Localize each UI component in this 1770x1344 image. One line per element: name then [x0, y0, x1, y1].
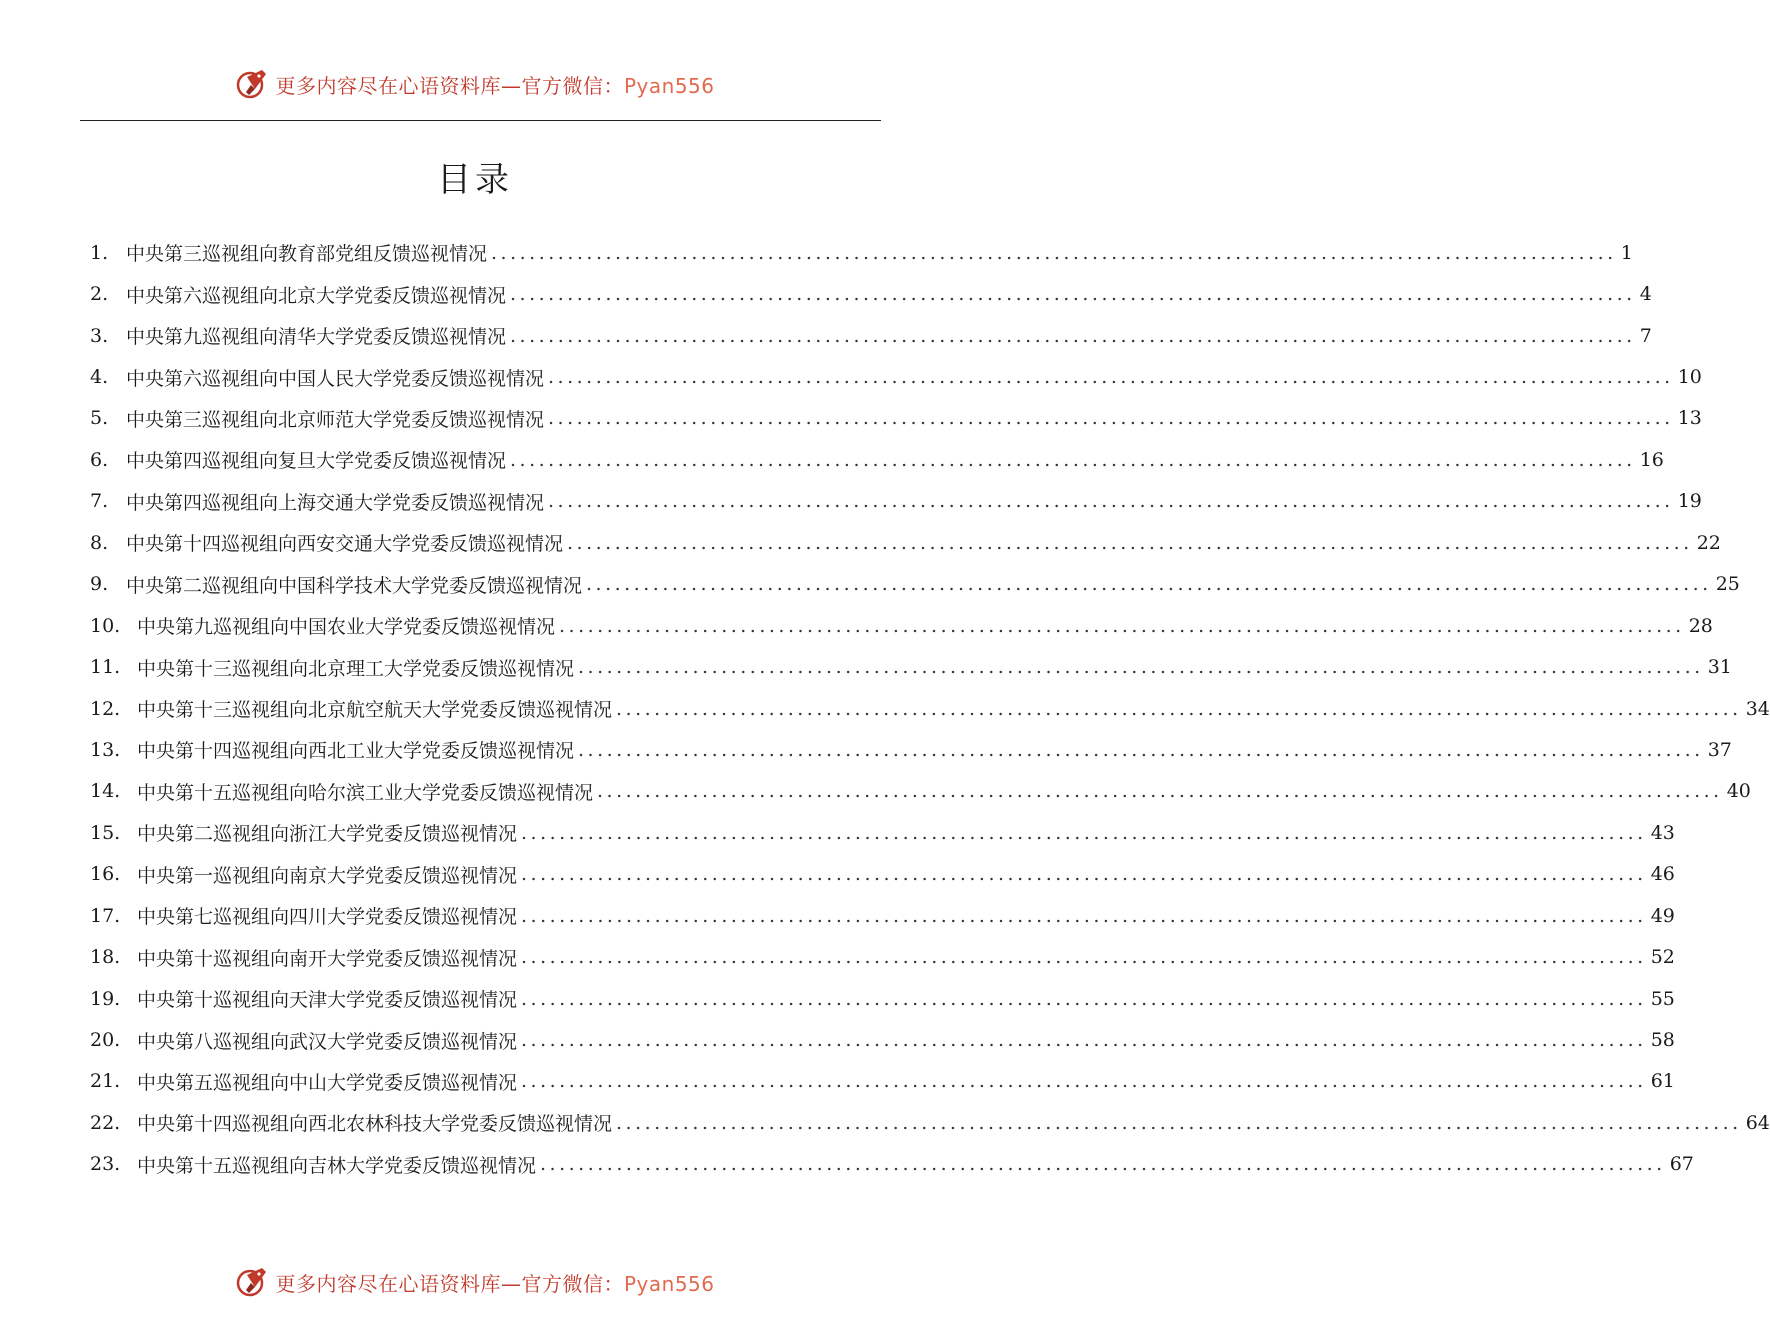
toc-entry[interactable]: [90, 605, 1713, 646]
toc-entry[interactable]: [90, 771, 1751, 812]
toc-entry-title: 中央第十四巡视组向西北工业大学党委反馈巡视情况: [137, 740, 575, 763]
toc-entry-page: 13: [1677, 407, 1702, 430]
toc-entry-page: 34: [1745, 697, 1770, 720]
toc-entry-title: 中央第二巡视组向中国科学技术大学党委反馈巡视情况: [126, 574, 583, 597]
toc-entry-title: 中央第九巡视组向清华大学党委反馈巡视情况: [126, 326, 507, 349]
toc-entry-title: 中央第八巡视组向武汉大学党委反馈巡视情况: [137, 1030, 518, 1053]
toc-entry-title: 中央第九巡视组向中国农业大学党委反馈巡视情况: [137, 616, 556, 639]
toc-entry[interactable]: [90, 481, 1702, 522]
toc-entry-number: 5.: [90, 407, 109, 430]
toc-entry-page: 40: [1726, 780, 1751, 803]
toc-entry-title: 中央第十巡视组向南开大学党委反馈巡视情况: [137, 947, 518, 970]
toc-entry-number: 19.: [90, 987, 121, 1010]
toc-entry-number: 6.: [90, 448, 109, 471]
toc-entry-page: 10: [1677, 366, 1702, 389]
toc-entry-title: 中央第十五巡视组向哈尔滨工业大学党委反馈巡视情况: [137, 781, 594, 804]
toc-entry-number: 16.: [90, 863, 121, 886]
toc-entry-page: 28: [1688, 614, 1713, 637]
toc-leader-dots: ......................................................................................................................: [616, 697, 1742, 720]
toc-entry-page: 67: [1669, 1153, 1694, 1176]
toc-entry-page: 4: [1639, 283, 1652, 306]
toc-leader-dots: ......................................................................................................................: [548, 366, 1674, 389]
toc-entry-page: 46: [1650, 863, 1675, 886]
footer-watermark: [0, 1262, 950, 1302]
toc-entry-page: 1: [1620, 241, 1633, 264]
toc-entry-number: 7.: [90, 490, 109, 513]
toc-leader-dots: ......................................................................................................................: [521, 987, 1647, 1010]
toc-entry-title: 中央第六巡视组向中国人民大学党委反馈巡视情况: [126, 367, 545, 390]
toc-leader-dots: ......................................................................................................................: [521, 821, 1647, 844]
pen-nib-logo-icon: [235, 1265, 269, 1299]
toc-entry-page: 55: [1650, 987, 1675, 1010]
toc-entry[interactable]: [90, 1144, 1694, 1185]
toc-entry[interactable]: [90, 895, 1675, 936]
page-title: 目录: [437, 160, 513, 200]
toc-entry-page: 7: [1639, 324, 1652, 347]
toc-entry-page: 16: [1639, 448, 1664, 471]
toc-entry-number: 22.: [90, 1111, 121, 1134]
toc-entry-title: 中央第六巡视组向北京大学党委反馈巡视情况: [126, 284, 507, 307]
pen-nib-logo-icon: [235, 67, 269, 101]
toc-entry-page: 22: [1696, 531, 1721, 554]
toc-leader-dots: ......................................................................................................................: [616, 1111, 1742, 1134]
toc-entry[interactable]: [90, 688, 1770, 729]
toc-entry-title: 中央第七巡视组向四川大学党委反馈巡视情况: [137, 906, 518, 929]
toc-entry-number: 4.: [90, 366, 109, 389]
toc-entry[interactable]: [90, 315, 1652, 356]
toc-leader-dots: ......................................................................................................................: [578, 738, 1704, 761]
toc-entry-title: 中央第一巡视组向南京大学党委反馈巡视情况: [137, 864, 518, 887]
toc-list: [90, 232, 1770, 1185]
toc-leader-dots: ......................................................................................................................: [548, 407, 1674, 430]
toc-entry[interactable]: [90, 439, 1664, 480]
toc-entry-number: 13.: [90, 738, 121, 761]
toc-entry[interactable]: [90, 1102, 1770, 1143]
toc-entry-page: 31: [1707, 656, 1732, 679]
toc-entry-title: 中央第五巡视组向中山大学党委反馈巡视情况: [137, 1071, 518, 1094]
toc-leader-dots: ......................................................................................................................: [521, 904, 1647, 927]
toc-leader-dots: ......................................................................................................................: [597, 780, 1723, 803]
toc-entry-page: 25: [1715, 573, 1740, 596]
toc-entry-number: 9.: [90, 573, 109, 596]
toc-entry[interactable]: [90, 522, 1721, 563]
toc-entry-page: 19: [1677, 490, 1702, 513]
toc-entry-title: 中央第四巡视组向复旦大学党委反馈巡视情况: [126, 450, 507, 473]
toc-entry-number: 1.: [90, 241, 109, 264]
toc-entry-number: 17.: [90, 904, 121, 927]
toc-leader-dots: ......................................................................................................................: [540, 1153, 1666, 1176]
watermark-text: 更多内容尽在心语资料库—官方微信：Pyan556: [275, 1271, 715, 1296]
toc-entry[interactable]: [90, 398, 1702, 439]
toc-leader-dots: ......................................................................................................................: [578, 656, 1704, 679]
toc-entry-title: 中央第十五巡视组向吉林大学党委反馈巡视情况: [137, 1154, 537, 1177]
toc-leader-dots: ......................................................................................................................: [510, 448, 1636, 471]
toc-entry-page: 37: [1707, 738, 1732, 761]
toc-entry-page: 61: [1650, 1070, 1675, 1093]
toc-entry[interactable]: [90, 564, 1740, 605]
toc-leader-dots: ......................................................................................................................: [567, 531, 1693, 554]
header-divider: [80, 120, 881, 121]
toc-leader-dots: ......................................................................................................................: [491, 241, 1617, 264]
toc-entry[interactable]: [90, 232, 1633, 273]
toc-entry-title: 中央第十三巡视组向北京航空航天大学党委反馈巡视情况: [137, 699, 613, 722]
toc-entry-title: 中央第十四巡视组向西安交通大学党委反馈巡视情况: [126, 533, 564, 556]
toc-leader-dots: ......................................................................................................................: [510, 283, 1636, 306]
toc-entry-page: 49: [1650, 904, 1675, 927]
header-watermark: [0, 64, 950, 104]
toc-leader-dots: ......................................................................................................................: [559, 614, 1685, 637]
watermark-text: 更多内容尽在心语资料库—官方微信：Pyan556: [275, 73, 715, 98]
toc-entry-title: 中央第二巡视组向浙江大学党委反馈巡视情况: [137, 823, 518, 846]
toc-leader-dots: ......................................................................................................................: [521, 1070, 1647, 1093]
toc-entry-number: 23.: [90, 1153, 121, 1176]
toc-entry-page: 58: [1650, 1029, 1675, 1052]
toc-entry[interactable]: [90, 812, 1675, 853]
toc-entry[interactable]: [90, 646, 1732, 687]
toc-entry[interactable]: [90, 1019, 1675, 1060]
toc-leader-dots: ......................................................................................................................: [548, 490, 1674, 513]
toc-entry-title: 中央第十三巡视组向北京理工大学党委反馈巡视情况: [137, 657, 575, 680]
toc-entry[interactable]: [90, 978, 1675, 1019]
toc-entry-title: 中央第三巡视组向教育部党组反馈巡视情况: [126, 243, 488, 266]
toc-entry-page: 52: [1650, 946, 1675, 969]
toc-entry-page: 43: [1650, 821, 1675, 844]
toc-leader-dots: ......................................................................................................................: [521, 1029, 1647, 1052]
toc-leader-dots: ......................................................................................................................: [586, 573, 1712, 596]
toc-entry-number: 15.: [90, 821, 121, 844]
toc-entry-number: 2.: [90, 283, 109, 306]
toc-entry[interactable]: [90, 356, 1702, 397]
toc-entry[interactable]: [90, 1061, 1675, 1102]
toc-entry-title: 中央第十巡视组向天津大学党委反馈巡视情况: [137, 989, 518, 1012]
toc-leader-dots: ......................................................................................................................: [510, 324, 1636, 347]
toc-entry[interactable]: [90, 854, 1675, 895]
toc-leader-dots: ......................................................................................................................: [521, 946, 1647, 969]
toc-entry-number: 10.: [90, 614, 121, 637]
toc-entry-number: 20.: [90, 1029, 121, 1052]
toc-entry[interactable]: [90, 273, 1652, 314]
toc-entry-title: 中央第四巡视组向上海交通大学党委反馈巡视情况: [126, 491, 545, 514]
toc-entry[interactable]: [90, 936, 1675, 977]
toc-leader-dots: ......................................................................................................................: [521, 863, 1647, 886]
toc-entry-number: 18.: [90, 946, 121, 969]
toc-entry[interactable]: [90, 729, 1732, 770]
toc-entry-number: 14.: [90, 780, 121, 803]
toc-entry-number: 11.: [90, 656, 121, 679]
toc-entry-number: 8.: [90, 531, 109, 554]
toc-entry-title: 中央第三巡视组向北京师范大学党委反馈巡视情况: [126, 408, 545, 431]
toc-entry-title: 中央第十四巡视组向西北农林科技大学党委反馈巡视情况: [137, 1113, 613, 1136]
toc-entry-number: 3.: [90, 324, 109, 347]
toc-entry-page: 64: [1745, 1111, 1770, 1134]
toc-entry-number: 21.: [90, 1070, 121, 1093]
toc-entry-number: 12.: [90, 697, 121, 720]
